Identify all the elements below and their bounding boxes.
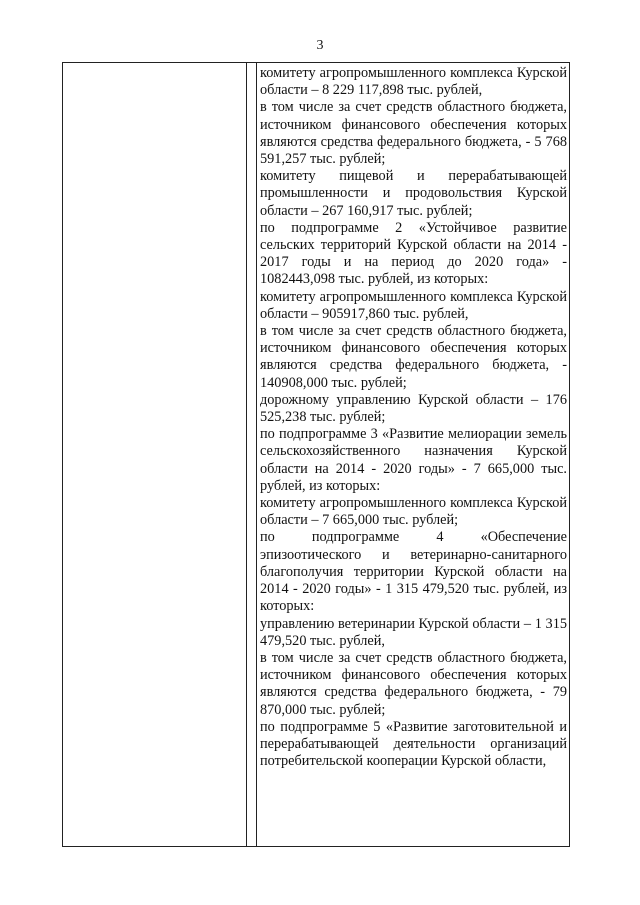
paragraph: в том числе за счет средств областного бюджета, источником финансового обеспечения которых являются средства федерального бюджета, - 140908,000 тыс. рублей; — [260, 323, 567, 391]
document-table — [62, 62, 570, 847]
paragraph: в том числе за счет средств областного бюджета, источником финансового обеспечения которых являются средства федерального бюджета, - 79 870,000 тыс. рублей; — [260, 649, 567, 718]
page-number: 3 — [316, 38, 324, 53]
paragraph: комитету агропромышленного комплекса Курской области – 8 229 117,898 тыс. рублей, — [260, 65, 567, 99]
column-divider-left — [246, 63, 247, 846]
paragraph: по подпрограмме 2 «Устойчивое развитие сельских территорий Курской области на 2014 - 2017 годы и на период до 2020 года» - 1082443,098 тыс. рублей, из которых: — [260, 219, 567, 288]
paragraph: комитету агропромышленного комплекса Курской области – 905917,860 тыс. рублей, — [260, 288, 567, 322]
paragraph: по подпрограмме 4 «Обеспечение эпизоотического и ветеринарно-санитарного благополучия территории Курской области на 2014 - 2020 годы» - 1 315 479,520 тыс. рублей, из которых: — [260, 529, 567, 615]
paragraph: комитету агропромышленного комплекса Курской области – 7 665,000 тыс. рублей; — [260, 495, 567, 529]
table-cell-content — [260, 65, 567, 770]
paragraph: управлению ветеринарии Курской области – 1 315 479,520 тыс. рублей, — [260, 615, 567, 649]
column-divider-right — [256, 63, 257, 846]
paragraph: по подпрограмме 5 «Развитие заготовительной и перерабатывающей деятельности организаций потребительской кооперации Курской области, — [260, 718, 567, 770]
paragraph: по подпрограмме 3 «Развитие мелиорации земель сельскохозяйственного назначения Курской области на 2014 - 2020 годы» - 7 665,000 тыс. рублей, из которых: — [260, 426, 567, 494]
paragraph: комитету пищевой и перерабатывающей промышленности и продовольствия Курской области – 267 160,917 тыс. рублей; — [260, 168, 567, 219]
paragraph: в том числе за счет средств областного бюджета, источником финансового обеспечения которых являются средства федерального бюджета, - 5 768 591,257 тыс. рублей; — [260, 99, 567, 168]
paragraph: дорожному управлению Курской области – 176 525,238 тыс. рублей; — [260, 391, 567, 426]
